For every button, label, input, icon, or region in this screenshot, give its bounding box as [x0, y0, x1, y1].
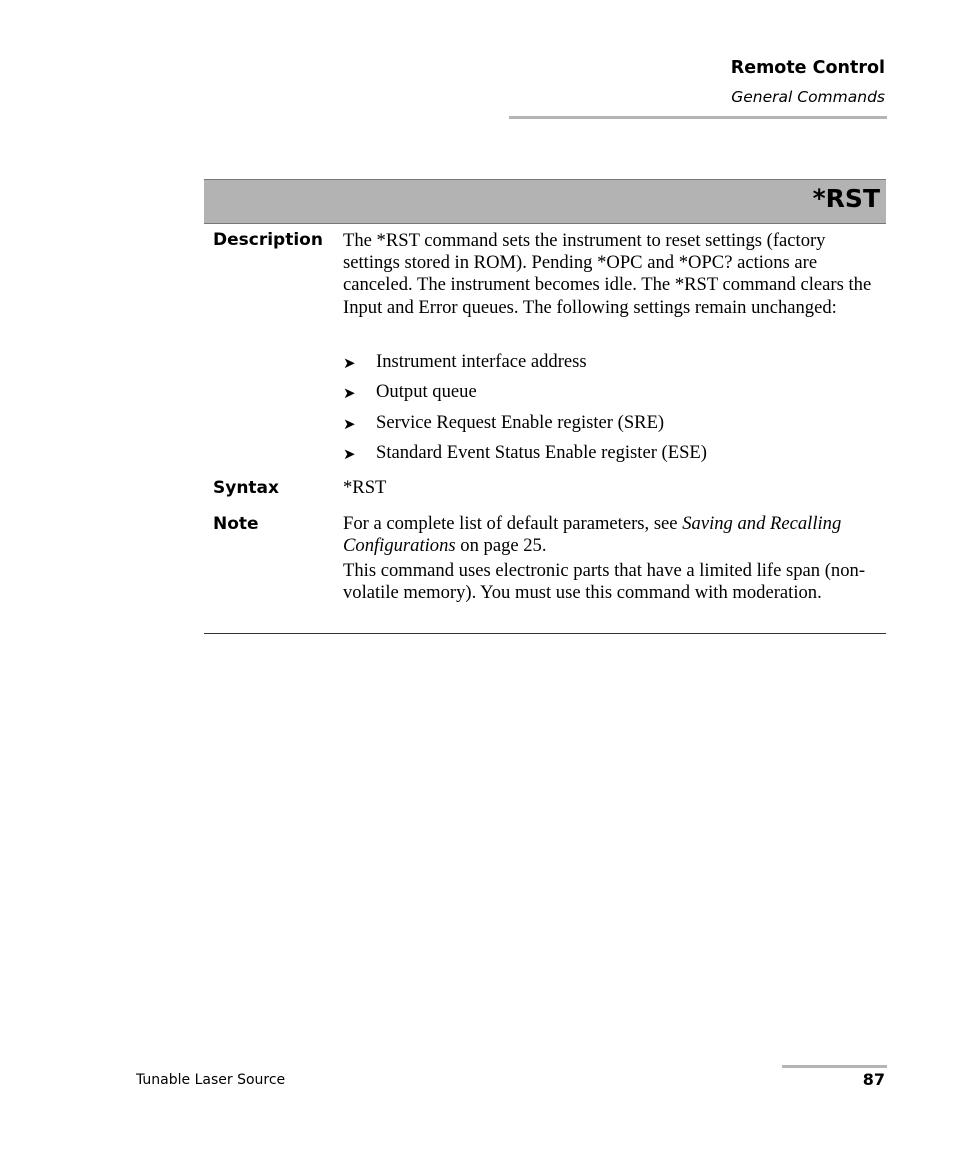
cross-reference-link[interactable]: Saving and Recalling Configurations	[343, 513, 842, 557]
note-paragraph-2: This command uses electronic parts that have a limited life span (non-volatile memory). You must use this command with moderation.	[343, 560, 866, 604]
document-name: Tunable Laser Source	[136, 1072, 286, 1088]
list-item-text: Service Request Enable register (SRE)	[376, 412, 665, 433]
footer-divider	[782, 1065, 887, 1068]
header-divider	[509, 116, 887, 119]
table-bottom-rule	[204, 633, 886, 634]
arrow-bullet-icon: ➤	[343, 445, 356, 463]
note-text: For a complete list of default parameters, see	[343, 513, 683, 534]
syntax-text: *RST	[343, 477, 387, 498]
arrow-bullet-icon: ➤	[343, 354, 356, 372]
syntax-label: Syntax	[213, 478, 279, 498]
list-item-text: Instrument interface address	[376, 351, 587, 372]
page-number: 87	[862, 1070, 885, 1089]
list-item-text: Standard Event Status Enable register (ESE)	[376, 442, 707, 463]
description-text: The *RST command sets the instrument to reset settings (factory settings stored in ROM). Pending *OPC and *OPC? actions are canceled. The instrument becomes idle. The *RST command clears the Input and Error queues. The following settings remain unchanged:	[343, 230, 872, 318]
note-label: Note	[213, 514, 259, 534]
description-label: Description	[213, 230, 323, 250]
arrow-bullet-icon: ➤	[343, 415, 356, 433]
note-text: on page 25.	[455, 535, 547, 557]
chapter-title: Remote Control	[730, 58, 885, 78]
arrow-bullet-icon: ➤	[343, 384, 356, 402]
command-title-bar	[204, 179, 886, 224]
section-subtitle: General Commands	[731, 88, 885, 106]
command-name: *RST	[812, 184, 880, 213]
list-item-text: Output queue	[376, 381, 477, 402]
note-paragraph-1	[343, 513, 883, 557]
